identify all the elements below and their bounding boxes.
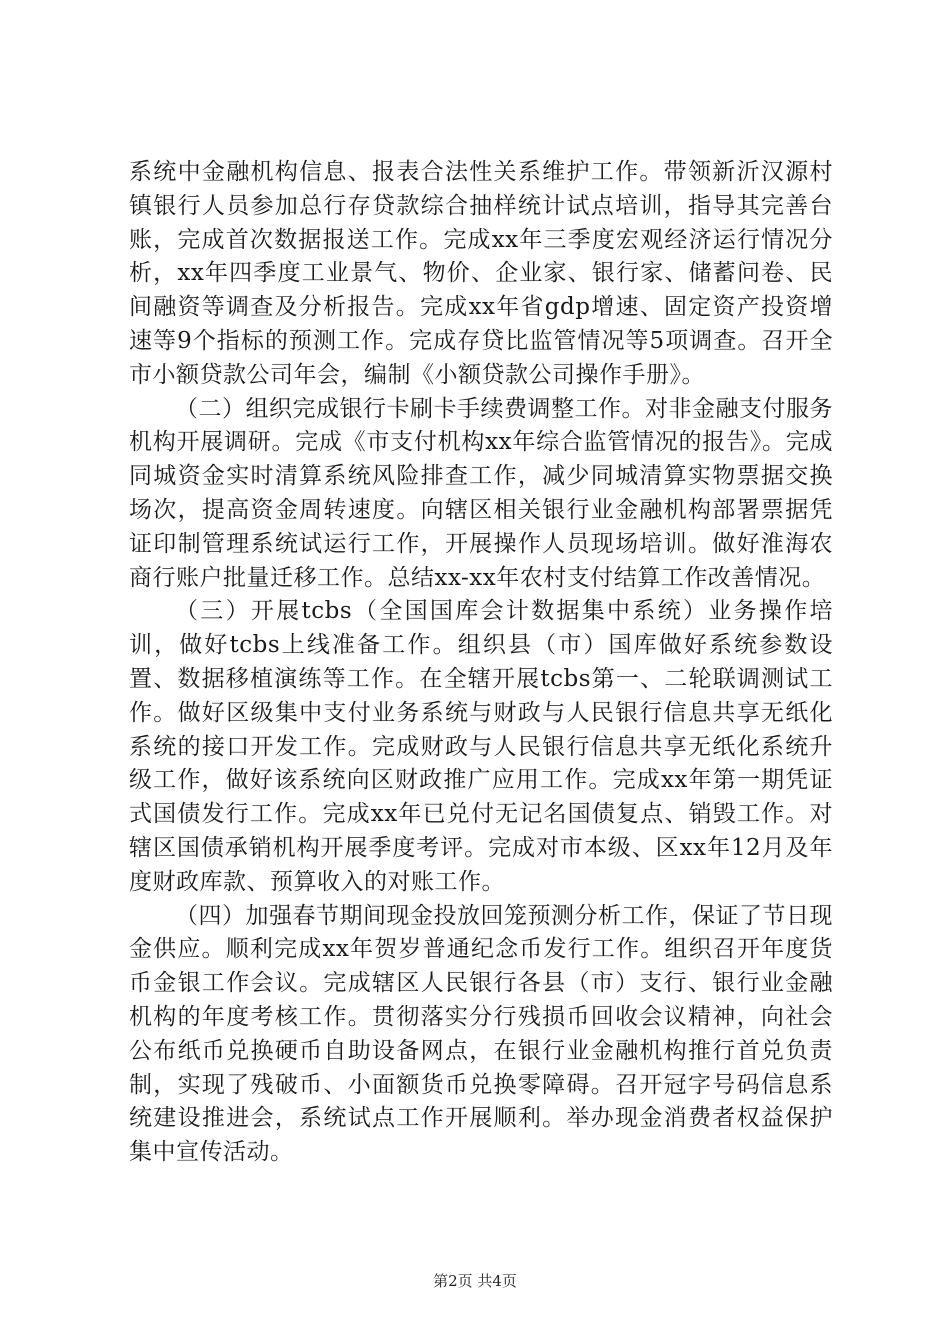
document-body [129,156,833,1170]
paragraph-section-2: （二）组织完成银行卡刷卡手续费调整工作。对非金融支付服务机构开展调研。完成《市支付机构xx年综合监管情况的报告》。完成同城资金实时清算系统风险排查工作，减少同城清算实物票据交换场次，提高资金周转速度。向辖区相关银行业金融机构部署票据凭证印制管理系统试运行工作，开展操作人员现场培训。做好淮海农商行账户批量迁移工作。总结xx-xx年农村支付结算工作改善情况。 [129,395,833,591]
paragraph-section-3: （三）开展tcbs（全国国库会计数据集中系统）业务操作培训，做好tcbs上线准备工作。组织县（市）国库做好系统参数设置、数据移植演练等工作。在全辖开展tcbs第一、二轮联调测试工作。做好区级集中支付业务系统与财政与人民银行信息共享无纸化系统的接口开发工作。完成财政与人民银行信息共享无纸化系统升级工作，做好该系统向区财政推广应用工作。完成xx年第一期凭证式国债发行工作。完成xx年已兑付无记名国债复点、销毁工作。对辖区国债承销机构开展季度考评。完成对市本级、区xx年12月及年度财政库款、预算收入的对账工作。 [129,598,833,895]
page-footer [0,1270,950,1291]
page-number-label: 第2页 共4页 [433,1272,517,1290]
paragraph-section-4: （四）加强春节期间现金投放回笼预测分析工作，保证了节日现金供应。顺利完成xx年贺岁普通纪念币发行工作。组织召开年度货币金银工作会议。完成辖区人民银行各县（市）支行、银行业金融机构的年度考核工作。贯彻落实分行残损币回收会议精神，向社会公布纸币兑换硬币自助设备网点，在银行业金融机构推行首兑负责制，实现了残破币、小面额货币兑换零障碍。召开冠字号码信息系统建设推进会，系统试点工作开展顺利。举办现金消费者权益保护集中宣传活动。 [129,902,833,1166]
paragraph-continuation: 系统中金融机构信息、报表合法性关系维护工作。带领新沂汉源村镇银行人员参加总行存贷款综合抽样统计试点培训，指导其完善台账，完成首次数据报送工作。完成xx年三季度宏观经济运行情况分析，xx年四季度工业景气、物价、企业家、银行家、储蓄问卷、民间融资等调查及分析报告。完成xx年省gdp增速、固定资产投资增速等9个指标的预测工作。完成存贷比监管情况等5项调查。召开全市小额贷款公司年会，编制《小额贷款公司操作手册》。 [129,159,833,388]
